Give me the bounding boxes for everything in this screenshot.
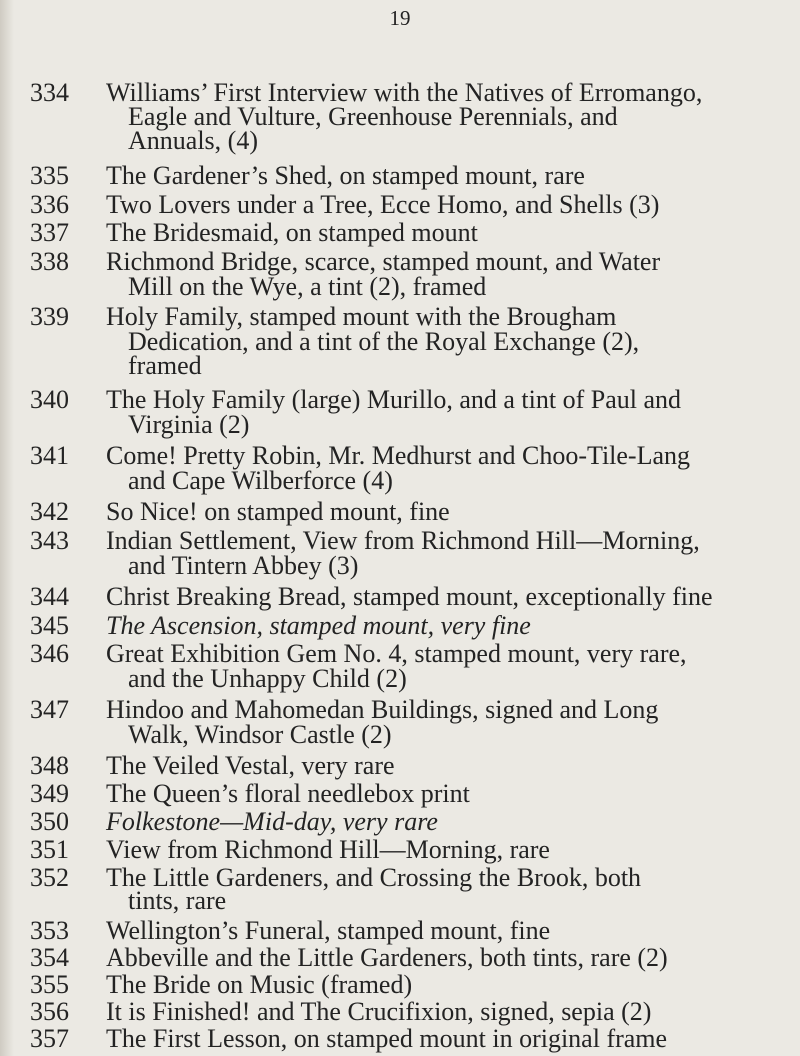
lot-number: 334: [30, 78, 69, 107]
lot-number: 352: [30, 863, 69, 892]
lot-number: 357: [30, 1024, 69, 1053]
lot-description: [106, 302, 766, 380]
lot-text-line: Eagle and Vulture, Greenhouse Perennials, and: [128, 102, 618, 131]
lot-description: [106, 695, 766, 749]
lot-number: 345: [30, 611, 69, 640]
lot-number: 343: [30, 526, 69, 555]
lot-text-line: Virginia (2): [128, 410, 250, 439]
page-number: 19: [389, 6, 411, 30]
lot-number: 336: [30, 190, 69, 219]
lot-description: The Bridesmaid, on stamped mount: [106, 218, 478, 247]
lot-number: 353: [30, 916, 69, 945]
lot-number: 349: [30, 779, 69, 808]
lot-description: [106, 78, 766, 155]
lot-number: 337: [30, 218, 69, 247]
lot-number: 335: [30, 161, 69, 190]
lot-number: 348: [30, 751, 69, 780]
lot-description: View from Richmond Hill—Morning, rare: [106, 835, 550, 864]
lot-text-line: tints, rare: [128, 886, 227, 915]
lot-number: 356: [30, 997, 69, 1026]
lot-text-line: Dedication, and a tint of the Royal Exchange (2),: [128, 327, 640, 356]
lot-number: 346: [30, 639, 69, 668]
lot-description: Two Lovers under a Tree, Ecce Homo, and Shells (3): [106, 190, 660, 219]
lot-description: [106, 639, 766, 693]
lot-text-line: Richmond Bridge, scarce, stamped mount, and Water: [106, 247, 661, 276]
lot-number: 350: [30, 807, 69, 836]
lot-description: [106, 863, 766, 915]
lot-description: It is Finished! and The Crucifixion, signed, sepia (2): [106, 997, 652, 1026]
lot-description: [106, 441, 766, 495]
lot-text-line: Williams’ First Interview with the Natives of Erromango,: [106, 78, 703, 107]
lot-description: The Veiled Vestal, very rare: [106, 751, 395, 780]
lot-description: Folkestone—Mid-day, very rare: [106, 807, 438, 836]
lot-description: Wellington’s Funeral, stamped mount, fine: [106, 916, 551, 945]
lot-description: [106, 385, 766, 439]
lot-number: 340: [30, 385, 69, 414]
lot-description: The First Lesson, on stamped mount in original frame: [106, 1024, 668, 1053]
lot-number: 354: [30, 943, 69, 972]
lot-description: [106, 526, 766, 580]
lot-description: Christ Breaking Bread, stamped mount, exceptionally fine: [106, 582, 713, 611]
lot-text-line: Walk, Windsor Castle (2): [128, 720, 392, 749]
lot-text-line: Great Exhibition Gem No. 4, stamped mount, very rare,: [106, 639, 687, 668]
lot-number: 338: [30, 247, 69, 276]
lot-description: So Nice! on stamped mount, fine: [106, 497, 450, 526]
lot-number: 339: [30, 302, 69, 331]
lot-text-line: The Holy Family (large) Murillo, and a tint of Paul and: [106, 385, 682, 414]
lot-text-line: The Little Gardeners, and Crossing the Brook, both: [106, 863, 642, 892]
lot-description: The Queen’s floral needlebox print: [106, 779, 470, 808]
lot-text-line: Annuals, (4): [128, 126, 258, 155]
lot-text-line: Mill on the Wye, a tint (2), framed: [128, 272, 487, 301]
lot-number: 342: [30, 497, 69, 526]
lot-description: [106, 247, 766, 301]
lot-text-line: framed: [128, 351, 202, 380]
lot-text-line: and the Unhappy Child (2): [128, 664, 407, 693]
lot-number: 351: [30, 835, 69, 864]
lot-text-line: and Tintern Abbey (3): [128, 551, 359, 580]
lot-text-line: Holy Family, stamped mount with the Brougham: [106, 302, 617, 331]
lot-number: 344: [30, 582, 69, 611]
lot-description: The Ascension, stamped mount, very fine: [106, 611, 531, 640]
lot-description: The Gardener’s Shed, on stamped mount, rare: [106, 161, 585, 190]
lot-text-line: Indian Settlement, View from Richmond Hill—Morning,: [106, 526, 700, 555]
lot-description: Abbeville and the Little Gardeners, both tints, rare (2): [106, 943, 668, 972]
lot-number: 347: [30, 695, 69, 724]
page-shadow: [0, 0, 14, 1056]
lot-description: The Bride on Music (framed): [106, 970, 413, 999]
lot-number: 355: [30, 970, 69, 999]
lot-text-line: Come! Pretty Robin, Mr. Medhurst and Choo-Tile-Lang: [106, 441, 691, 470]
lot-text-line: and Cape Wilberforce (4): [128, 466, 393, 495]
lot-text-line: Hindoo and Mahomedan Buildings, signed and Long: [106, 695, 659, 724]
lot-number: 341: [30, 441, 69, 470]
